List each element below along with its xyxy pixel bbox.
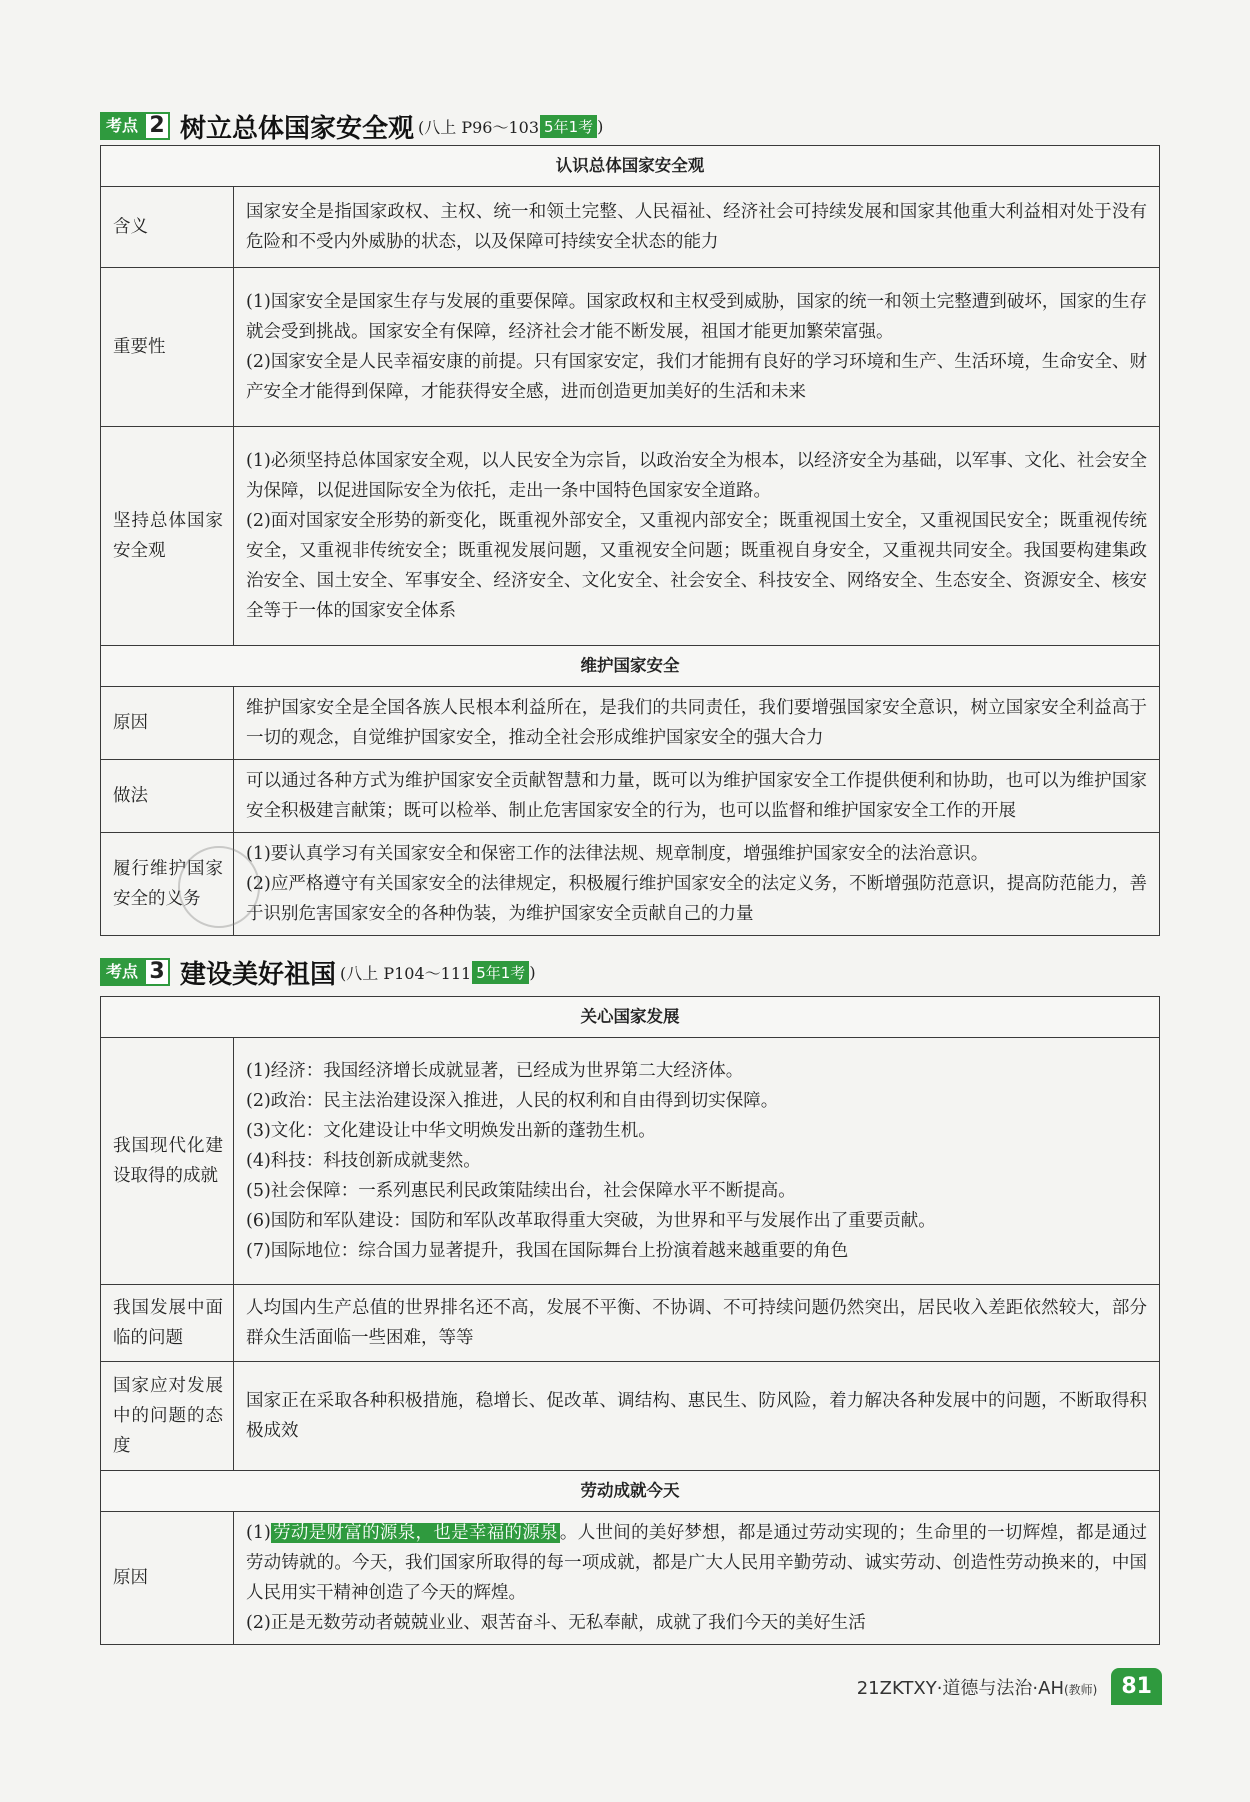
row-label: 重要性 bbox=[101, 268, 234, 427]
paragraph: (2)应严格遵守有关国家安全的法律规定，积极履行维护国家安全的法定义务，不断增强防范意识，提高防范能力，善于识别危害国家安全的各种伪装，为维护国家安全贡献自己的力量 bbox=[246, 874, 1147, 924]
group-heading: 关心国家发展 bbox=[101, 997, 1160, 1038]
textbook-reference: (八上 P104～111 bbox=[340, 963, 472, 983]
table-row bbox=[101, 1285, 1160, 1362]
list-item: (2)政治：民主法治建设深入推进，人民的权利和自由得到切实保障。 bbox=[246, 1091, 779, 1111]
highlighted-key-phrase: 劳动是财富的源泉，也是幸福的源泉 bbox=[272, 1523, 558, 1543]
table-row bbox=[101, 187, 1160, 268]
table-row bbox=[101, 1038, 1160, 1285]
row-body bbox=[234, 268, 1160, 427]
exam-frequency-badge: 5年1考 bbox=[540, 115, 597, 138]
reason-prefix: (1) bbox=[246, 1523, 271, 1543]
row-body bbox=[234, 427, 1160, 646]
page-footer bbox=[857, 1668, 1162, 1705]
section-title: 建设美好祖国 bbox=[180, 959, 337, 990]
row-body bbox=[234, 1512, 1160, 1645]
row-body: 国家正在采取各种积极措施，稳增长、促改革、调结构、惠民生、防风险，着力解决各种发展中的问题，不断取得积极成效 bbox=[234, 1362, 1160, 1471]
group-heading: 劳动成就今天 bbox=[101, 1471, 1160, 1512]
book-code-text: 21ZKTXY·道德与法治·AH bbox=[856, 1677, 1064, 1699]
table-row bbox=[101, 1362, 1160, 1471]
row-label: 国家应对发展中的问题的态度 bbox=[101, 1362, 234, 1471]
group-heading: 认识总体国家安全观 bbox=[101, 146, 1160, 187]
reference-close: ) bbox=[597, 116, 604, 136]
list-item: (3)文化：文化建设让中华文明焕发出新的蓬勃生机。 bbox=[246, 1121, 656, 1141]
paragraph: (2)正是无数劳动者兢兢业业、艰苦奋斗、无私奉献，成就了我们今天的美好生活 bbox=[246, 1613, 866, 1633]
row-label: 做法 bbox=[101, 760, 234, 833]
table-row bbox=[101, 687, 1160, 760]
kaodian-badge: 考点 bbox=[100, 112, 144, 140]
list-item: (5)社会保障：一系列惠民利民政策陆续出台，社会保障水平不断提高。 bbox=[246, 1181, 796, 1201]
row-label: 原因 bbox=[101, 687, 234, 760]
row-label: 坚持总体国家安全观 bbox=[101, 427, 234, 646]
group-heading: 维护国家安全 bbox=[101, 646, 1160, 687]
exam-frequency-badge: 5年1考 bbox=[472, 961, 529, 984]
row-label: 我国发展中面临的问题 bbox=[101, 1285, 234, 1362]
section-3-header bbox=[100, 954, 536, 990]
reference-close: ) bbox=[529, 962, 536, 982]
book-code bbox=[857, 1674, 1098, 1700]
row-label: 履行维护国家安全的义务 bbox=[101, 833, 234, 936]
paragraph: (1)要认真学习有关国家安全和保密工作的法律法规、规章制度，增强维护国家安全的法治意识。 bbox=[246, 844, 989, 864]
achievements-list bbox=[234, 1038, 1160, 1285]
list-item: (1)经济：我国经济增长成就显著，已经成为世界第二大经济体。 bbox=[246, 1061, 744, 1081]
table-row bbox=[101, 268, 1160, 427]
list-item: (4)科技：科技创新成就斐然。 bbox=[246, 1151, 481, 1171]
paragraph bbox=[246, 1518, 1147, 1608]
list-item: (7)国际地位：综合国力显著提升，我国在国际舞台上扮演着越来越重要的角色 bbox=[246, 1241, 849, 1261]
section-3-table bbox=[100, 996, 1160, 1645]
section-2-table bbox=[100, 145, 1160, 936]
paragraph: (1)国家安全是国家生存与发展的重要保障。国家政权和主权受到威胁，国家的统一和领土完整遭到破坏，国家的生存就会受到挑战。国家安全有保障，经济社会才能不断发展，祖国才能更加繁荣富强。 bbox=[246, 292, 1147, 342]
row-label: 我国现代化建设取得的成就 bbox=[101, 1038, 234, 1285]
table-row bbox=[101, 427, 1160, 646]
row-body bbox=[234, 833, 1160, 936]
paragraph: (2)面对国家安全形势的新变化，既重视外部安全，又重视内部安全；既重视国土安全，又重视国民安全；既重视传统安全，又重视非传统安全；既重视发展问题，又重视安全问题；既重视自身安全，又重视共同安全。我国要构建集政治安全、国土安全、军事安全、经济安全、文化安全、社会安全、科技安全、网络安全、生态安全、资源安全、核安全等于一体的国家安全体系 bbox=[246, 511, 1147, 621]
section-title: 树立总体国家安全观 bbox=[180, 113, 415, 144]
kaodian-number: 3 bbox=[144, 958, 170, 986]
row-body: 可以通过各种方式为维护国家安全贡献智慧和力量，既可以为维护国家安全工作提供便利和协助，也可以为维护国家安全积极建言献策；既可以检举、制止危害国家安全的行为，也可以监督和维护国家安全工作的开展 bbox=[234, 760, 1160, 833]
page-number: 81 bbox=[1111, 1668, 1162, 1705]
paragraph: (2)国家安全是人民幸福安康的前提。只有国家安定，我们才能拥有良好的学习环境和生产、生活环境，生命安全、财产安全才能得到保障，才能获得安全感，进而创造更加美好的生活和未来 bbox=[246, 352, 1147, 402]
textbook-reference: (八上 P96～103 bbox=[418, 117, 540, 137]
book-code-note: (教师) bbox=[1064, 1682, 1098, 1697]
row-body: 国家安全是指国家政权、主权、统一和领土完整、人民福祉、经济社会可持续发展和国家其他重大利益相对处于没有危险和不受内外威胁的状态，以及保障可持续安全状态的能力 bbox=[234, 187, 1160, 268]
section-2-header bbox=[100, 108, 603, 144]
reason-rest: 。人世间的美好梦想，都是通过劳动实现的；生命里的一切辉煌，都是通过劳动铸就的。今天，我们国家所取得的每一项成就，都是广大人民用辛勤劳动、诚实劳动、创造性劳动换来的，中国人民用实干精神创造了今天的辉煌。 bbox=[246, 1523, 1148, 1603]
row-label: 含义 bbox=[101, 187, 234, 268]
row-body: 人均国内生产总值的世界排名还不高，发展不平衡、不协调、不可持续问题仍然突出，居民收入差距依然较大，部分群众生活面临一些困难，等等 bbox=[234, 1285, 1160, 1362]
row-label: 原因 bbox=[101, 1512, 234, 1645]
watermark-seal bbox=[178, 846, 260, 928]
row-body: 维护国家安全是全国各族人民根本利益所在，是我们的共同责任，我们要增强国家安全意识，树立国家安全利益高于一切的观念，自觉维护国家安全，推动全社会形成维护国家安全的强大合力 bbox=[234, 687, 1160, 760]
table-row bbox=[101, 1512, 1160, 1645]
paragraph: (1)必须坚持总体国家安全观，以人民安全为宗旨，以政治安全为根本，以经济安全为基础，以军事、文化、社会安全为保障，以促进国际安全为依托，走出一条中国特色国家安全道路。 bbox=[246, 451, 1147, 501]
kaodian-badge: 考点 bbox=[100, 958, 144, 986]
list-item: (6)国防和军队建设：国防和军队改革取得重大突破，为世界和平与发展作出了重要贡献。 bbox=[246, 1211, 936, 1231]
kaodian-number: 2 bbox=[144, 112, 170, 140]
table-row bbox=[101, 760, 1160, 833]
